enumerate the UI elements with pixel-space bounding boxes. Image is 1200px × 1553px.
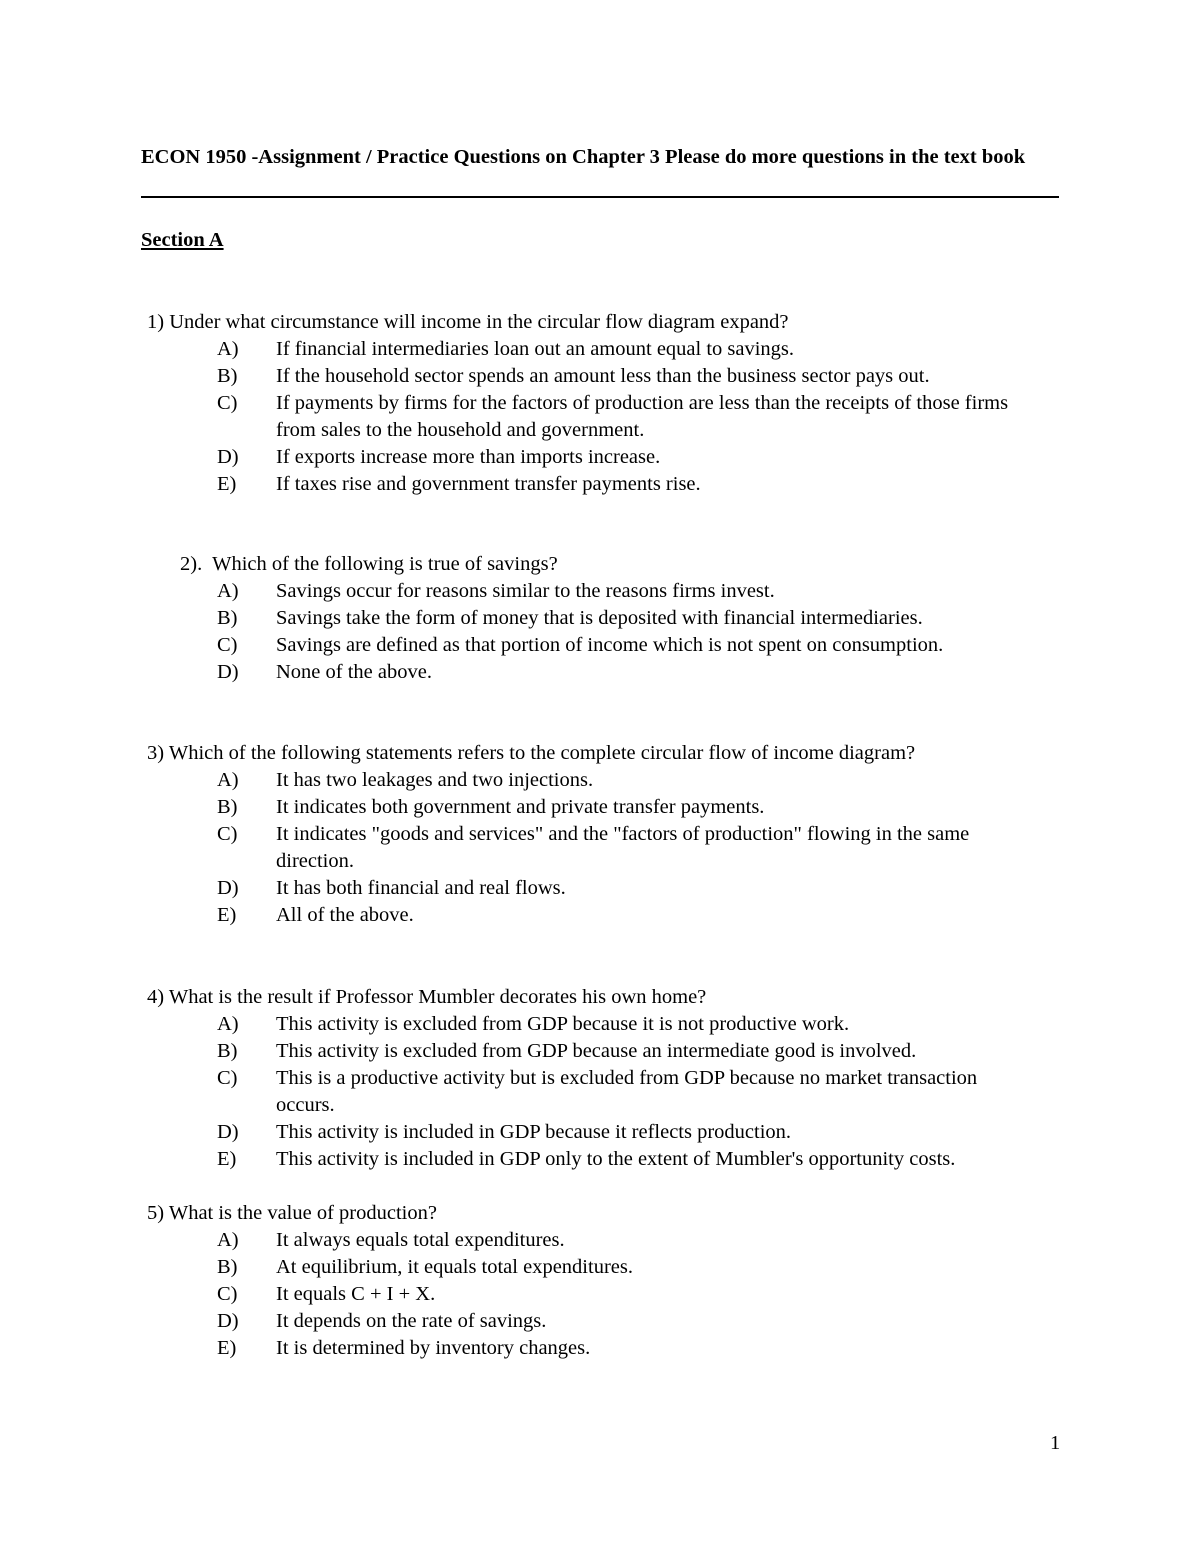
question-2 [180, 551, 944, 686]
choice-text: It is determined by inventory changes. [276, 1337, 591, 1359]
choice-letter: E) [217, 473, 237, 495]
question-number: 5) [147, 1202, 165, 1224]
page-number: 1 [1050, 1432, 1061, 1454]
choice-text: None of the above. [276, 661, 432, 683]
choice-text: This activity is excluded from GDP because an intermediate good is involved. [276, 1040, 917, 1062]
choice-letter: C) [217, 1067, 238, 1089]
choice-letter: C) [217, 823, 238, 845]
choice-letter: B) [217, 796, 238, 818]
choice-letter: E) [217, 904, 237, 926]
question-number: 2). [180, 553, 203, 575]
question-number: 1) [147, 311, 165, 333]
choice-letter: D) [217, 446, 239, 468]
question-number: 4) [147, 986, 165, 1008]
choice-text: If the household sector spends an amount less than the business sector pays out. [276, 365, 930, 387]
choice-letter: A) [217, 1013, 239, 1035]
question-5-prompt [147, 1200, 437, 1227]
question-3-prompt [147, 740, 915, 767]
choice-e [217, 1335, 591, 1362]
choice-letter: D) [217, 1121, 239, 1143]
choice-text: It indicates both government and private transfer payments. [276, 796, 765, 818]
choice-text: Savings are defined as that portion of income which is not spent on consumption. [276, 634, 944, 656]
choice-letter: D) [217, 877, 239, 899]
choice-c [217, 632, 944, 659]
question-text: Which of the following is true of savings? [212, 553, 558, 575]
choice-letter: E) [217, 1337, 237, 1359]
choice-a [217, 578, 775, 605]
choice-e [217, 1146, 956, 1173]
choice-b [217, 1038, 917, 1065]
choice-letter: B) [217, 365, 238, 387]
question-3 [147, 740, 970, 929]
question-4-prompt [147, 984, 706, 1011]
question-text: Which of the following statements refers to the complete circular flow of income diagram? [168, 742, 916, 764]
choice-text: It equals C + I + X. [276, 1283, 436, 1305]
choice-b [217, 1254, 633, 1281]
choice-e [217, 902, 915, 929]
question-2-prompt [180, 551, 558, 578]
choice-text: It always equals total expenditures. [276, 1229, 565, 1251]
choice-b [217, 605, 923, 632]
choice-letter: B) [217, 607, 238, 629]
choice-letter: C) [217, 1283, 238, 1305]
choice-text: If financial intermediaries loan out an amount equal to savings. [276, 338, 795, 360]
choice-letter: E) [217, 1148, 237, 1170]
choice-c [217, 1281, 437, 1308]
choice-d [217, 659, 558, 686]
choice-letter: D) [217, 661, 239, 683]
choice-text: All of the above. [276, 904, 414, 926]
question-5 [147, 1200, 633, 1362]
choice-letter: A) [217, 769, 239, 791]
choice-b [217, 363, 930, 390]
choice-text: If taxes rise and government transfer payments rise. [276, 473, 701, 495]
choice-a [217, 767, 915, 794]
choice-text: It has two leakages and two injections. [276, 769, 594, 791]
choice-d [217, 1119, 792, 1146]
choice-text: It depends on the rate of savings. [276, 1310, 547, 1332]
choice-text: Savings take the form of money that is deposited with financial intermediaries. [276, 607, 923, 629]
question-1-prompt [147, 309, 789, 336]
question-text: What is the value of production? [168, 1202, 437, 1224]
question-text: What is the result if Professor Mumbler decorates his own home? [168, 986, 707, 1008]
choice-text: If payments by firms for the factors of production are less than the receipts of those firms from sales to the household and government. [276, 392, 1009, 441]
choice-c [217, 1065, 978, 1119]
choice-b [217, 794, 915, 821]
choice-letter: A) [217, 1229, 239, 1251]
title-divider [141, 196, 1059, 198]
choice-a [217, 336, 795, 363]
choice-letter: C) [217, 634, 238, 656]
choice-a [217, 1227, 565, 1254]
choice-text: At equilibrium, it equals total expenditures. [276, 1256, 633, 1278]
choice-text: This activity is included in GDP only to the extent of Mumbler's opportunity costs. [276, 1148, 956, 1170]
choice-d [217, 444, 789, 471]
question-4 [147, 984, 978, 1173]
choice-text: If exports increase more than imports increase. [276, 446, 661, 468]
question-number: 3) [147, 742, 165, 764]
choice-a [217, 1011, 850, 1038]
choice-text: Savings occur for reasons similar to the reasons firms invest. [276, 580, 775, 602]
question-1 [147, 309, 1009, 498]
choice-text: This activity is excluded from GDP because it is not productive work. [276, 1013, 850, 1035]
choice-text: It indicates "goods and services" and the "factors of production" flowing in the same direction. [276, 823, 970, 872]
question-text: Under what circumstance will income in the circular flow diagram expand? [169, 311, 789, 333]
choice-letter: D) [217, 1310, 239, 1332]
choice-d [217, 1308, 547, 1335]
choice-c [217, 390, 1009, 444]
choice-d [217, 875, 915, 902]
document-title: ECON 1950 -Assignment / Practice Questions on Chapter 3 Please do more questions in the text book [141, 146, 1026, 168]
choice-text: This is a productive activity but is excluded from GDP because no market transaction occurs. [276, 1067, 978, 1116]
choice-c [217, 821, 970, 875]
choice-letter: A) [217, 338, 239, 360]
choice-text: It has both financial and real flows. [276, 877, 566, 899]
choice-letter: C) [217, 392, 238, 414]
choice-letter: A) [217, 580, 239, 602]
choice-letter: B) [217, 1256, 238, 1278]
choice-text: This activity is included in GDP because it reflects production. [276, 1121, 792, 1143]
choice-e [217, 471, 789, 498]
choice-letter: B) [217, 1040, 238, 1062]
section-heading: Section A [141, 229, 224, 251]
